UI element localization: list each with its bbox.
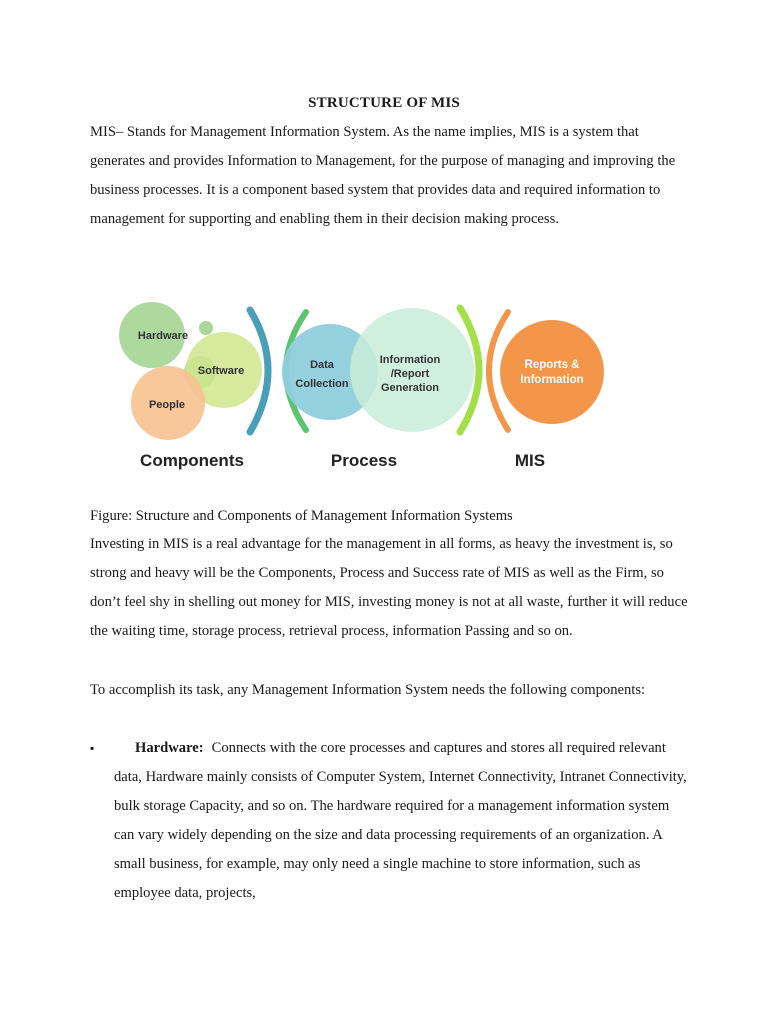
- information-label-line1: Information: [379, 354, 441, 366]
- process-heading: Process: [330, 451, 398, 470]
- investing-paragraph: Investing in MIS is a real advantage for the management in all forms, as heavy the investment is, so strong and heavy will be the Components, Process and Success rate of MIS as well as the Firm, so don’t feel shy in shelling out money for MIS, investing money is not at all waste, further it will reduce the waiting time, storage process, retrieval process, information Passing and so on.: [90, 536, 688, 639]
- intro-paragraph: MIS– Stands for Management Information System. As the name implies, MIS is a system that generates and provides Information to Management, for the purpose of managing and improving the business processes. It is a component based system that provides data and required information to management for supporting and enabling them in their decision making process.: [90, 124, 676, 227]
- information-label-line3: Generation: [380, 382, 440, 394]
- data-collection-label-line1: Data: [310, 359, 334, 371]
- reports-circle: [500, 320, 604, 424]
- data-collection-label-line2: Collection: [295, 378, 349, 390]
- bullet-item-hardware: [114, 734, 690, 908]
- components-heading: Components: [140, 451, 244, 470]
- bullet-list: [90, 734, 690, 908]
- bullet-marker: ▪: [90, 741, 95, 755]
- accomplish-paragraph: To accomplish its task, any Management Information System needs the following components:: [90, 682, 646, 698]
- figure-caption: Figure: Structure and Components of Management Information Systems: [90, 508, 513, 524]
- software-label: Software: [197, 365, 245, 377]
- mis-heading: MIS: [514, 451, 546, 470]
- reports-label-line1: Reports &: [524, 359, 580, 371]
- page-title: STRUCTURE OF MIS: [308, 95, 460, 111]
- mis-diagram: [100, 290, 640, 480]
- reports-label-line2: Information: [520, 374, 584, 386]
- information-label-line2: /Report: [390, 368, 430, 380]
- hardware-label: Hardware: [137, 330, 189, 342]
- bullet-term: Hardware:: [135, 740, 204, 756]
- bullet-description: Connects with the core processes and captures and stores all required relevant data, Hardware mainly consists of Computer System, Internet Connectivity, Intranet Connectivity, bulk storage Capacity, and so on. The hardware required for a management information system can vary widely depending on the size and data processing requirements of an organization. A small business, for example, may only need a single machine to store information, such as employee data, projects,: [114, 740, 687, 901]
- people-label: People: [148, 399, 186, 411]
- mis-structure-figure: [100, 290, 640, 480]
- hardware-small-bubble: [199, 321, 213, 335]
